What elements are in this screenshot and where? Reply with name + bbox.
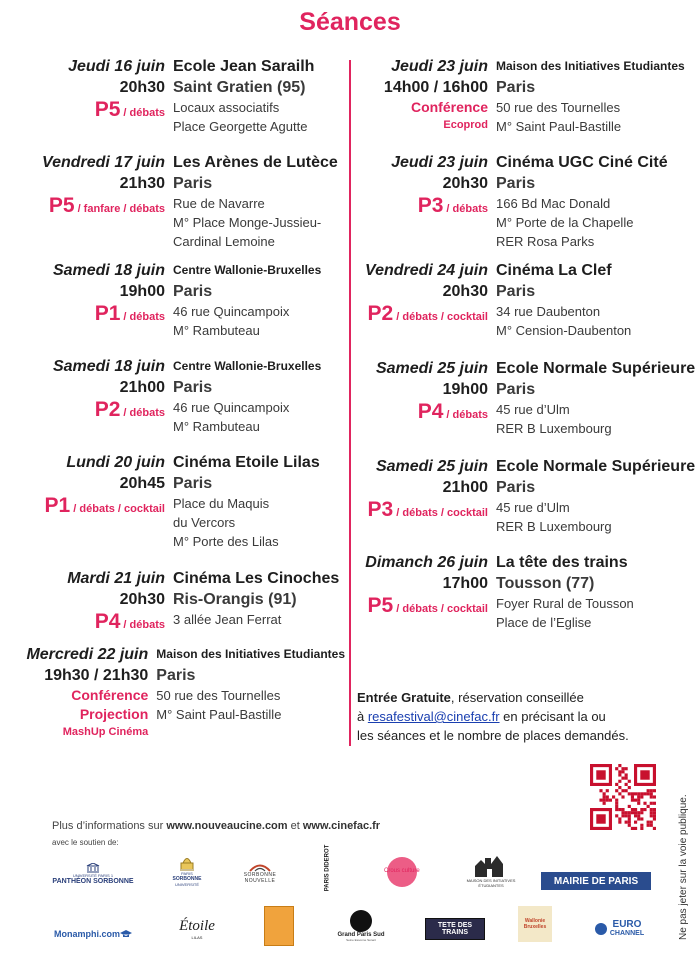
session-program — [354, 400, 488, 427]
session-day: Samedi 25 juin — [375, 458, 488, 475]
program-code: P5 — [367, 594, 394, 617]
sessions-right-column — [354, 56, 700, 632]
session-venue-block — [488, 358, 700, 456]
session-time: 19h00 — [442, 381, 488, 398]
session-venue-block — [165, 260, 345, 356]
more-info-prefix: Plus d’informations sur — [52, 820, 167, 832]
session-time: 20h30 — [119, 79, 165, 96]
graduation-cap-icon — [120, 930, 132, 938]
session-time: 21h00 — [119, 379, 165, 396]
venue-city: Paris — [173, 475, 213, 492]
program-extras: / débats — [443, 203, 488, 215]
venue-city: Paris — [173, 379, 213, 396]
session-program — [354, 498, 488, 525]
page-title: Séances — [299, 8, 401, 36]
paris-diderot-logo: PARIS DIDEROT — [324, 844, 330, 892]
venue-address-line: 45 rue d’Ulm — [496, 402, 570, 417]
session-entry — [0, 56, 345, 152]
maison-initiatives-etudiantes-logo: MAISON DES INITIATIVES ÉTUDIANTES — [452, 850, 530, 892]
session-venue-block — [165, 152, 345, 260]
cinoches-logo — [264, 906, 294, 946]
session-day: Mercredi 22 juin — [26, 646, 149, 663]
session-date-block — [354, 260, 488, 358]
free-entry-label: Entrée Gratuite — [357, 690, 451, 705]
dome-icon — [177, 853, 197, 871]
venue-address-line: 3 allée Jean Ferrat — [173, 612, 282, 627]
venue-name: Cinéma La Clef — [496, 262, 612, 279]
venue-address-line: M° Porte de la Chapelle — [496, 215, 634, 230]
pantheon-sorbonne-logo: UNIVERSITÉ PARIS 1 PANTHÉON SORBONNE — [50, 858, 136, 890]
session-program — [0, 302, 165, 329]
session-venue-block — [488, 552, 700, 632]
reservation-text: , réservation conseillée — [450, 690, 584, 705]
venue-address-line: 50 rue des Tournelles — [156, 688, 281, 703]
session-time: 14h00 / 16h00 — [383, 79, 488, 96]
session-time: 21h30 — [119, 175, 165, 192]
session-date-block — [0, 568, 165, 644]
session-time: 20h30 — [442, 175, 488, 192]
venue-address-line: 46 rue Quincampoix — [173, 400, 290, 415]
session-program — [0, 610, 165, 637]
sessions-left-column — [0, 56, 345, 744]
venue-name: Cinéma Les Cinoches — [173, 570, 340, 587]
venue-address-line: 46 rue Quincampoix — [173, 304, 290, 319]
session-program — [0, 194, 165, 221]
wallonie-bruxelles-logo: Wallonie Bruxelles — [518, 906, 552, 942]
session-date-block — [354, 552, 488, 632]
program-code: P1 — [44, 494, 71, 517]
session-date-block — [0, 452, 165, 568]
program-code: P2 — [367, 302, 394, 325]
session-date-block — [354, 56, 488, 152]
session-day: Vendredi 17 juin — [42, 154, 165, 171]
venue-address-line: M° Porte des Lilas — [173, 534, 279, 549]
session-day: Samedi 18 juin — [52, 262, 165, 279]
email-prefix: à — [357, 709, 368, 724]
session-entry — [0, 452, 345, 568]
program-extras: / fanfare / débats — [74, 203, 165, 215]
session-venue-block — [488, 56, 700, 152]
crous-culture-logo: Crous culture — [372, 857, 432, 887]
website-link-nouveaucine[interactable]: www.nouveaucine.com — [166, 820, 288, 832]
session-day: Jeudi 23 juin — [391, 58, 488, 75]
session-venue-block — [488, 456, 700, 552]
venue-address-line: Place du Maquis — [173, 496, 270, 511]
venue-name: Maison des Initiatives Etudiantes — [156, 647, 345, 661]
session-day: Samedi 18 juin — [52, 358, 165, 375]
venue-address-line: M° Saint Paul-Bastille — [496, 119, 622, 134]
website-link-cinefac[interactable]: www.cinefac.fr — [302, 820, 381, 832]
session-date-block — [354, 358, 488, 456]
program-extras: / débats — [120, 107, 165, 119]
email-suffix-text: en précisant la ou — [499, 709, 606, 724]
mairie-de-paris-logo: MAIRIE DE PARIS — [541, 872, 651, 890]
venue-address-line: du Vercors — [173, 515, 236, 530]
venue-address-line: Cardinal Lemoine — [173, 234, 275, 249]
venue-name: Cinéma Etoile Lilas — [173, 454, 320, 471]
venue-name: Centre Wallonie-Bruxelles — [173, 263, 322, 277]
program-code: P2 — [94, 398, 121, 421]
session-date-block — [354, 152, 488, 260]
session-day: Samedi 25 juin — [375, 360, 488, 377]
session-day: Vendredi 24 juin — [365, 262, 488, 279]
venue-city: Paris — [496, 479, 536, 496]
session-date-block — [0, 644, 148, 744]
program-code: P4 — [417, 400, 444, 423]
program-extras: / débats / cocktail — [70, 503, 165, 515]
session-event-type: Conférence — [410, 99, 488, 115]
session-venue-block — [165, 568, 345, 644]
sorbonne-nouvelle-logo: SORBONNE NOUVELLE — [236, 856, 284, 890]
session-venue-block — [165, 56, 345, 152]
session-program — [354, 302, 488, 329]
venue-city: Paris — [496, 381, 536, 398]
session-entry — [0, 260, 345, 356]
venue-address-line: 34 rue Daubenton — [496, 304, 601, 319]
program-extras: / débats / cocktail — [393, 507, 488, 519]
program-extras: / débats / cocktail — [393, 311, 488, 323]
session-venue-block — [488, 152, 700, 260]
more-info — [52, 820, 380, 832]
session-program — [0, 398, 165, 425]
venue-address-line: M° Rambuteau — [173, 419, 260, 434]
session-day: Dimanch 26 juin — [365, 554, 488, 571]
session-entry — [354, 456, 700, 552]
crest-icon — [249, 862, 271, 872]
program-extras: / débats / cocktail — [393, 603, 488, 615]
venue-address-line: Locaux associatifs — [173, 100, 280, 115]
venue-address-line: RER B Luxembourg — [496, 519, 612, 534]
venue-address-line: RER Rosa Parks — [496, 234, 595, 249]
program-code: P1 — [94, 302, 121, 325]
venue-address-line: 166 Bd Mac Donald — [496, 196, 611, 211]
venue-city: Paris — [156, 667, 196, 684]
session-event-type: Projection — [79, 706, 149, 722]
session-entry — [354, 56, 700, 152]
venue-name: La tête des trains — [496, 554, 628, 571]
program-extras: / débats — [120, 407, 165, 419]
session-program — [0, 494, 165, 521]
column-divider — [349, 60, 351, 746]
support-label: avec le soutien de: — [52, 838, 119, 847]
venue-city: Paris — [496, 79, 536, 96]
program-code: P5 — [94, 98, 121, 121]
session-day: Jeudi 23 juin — [391, 154, 488, 171]
session-entry — [0, 568, 345, 644]
venue-address-line: Place Georgette Agutte — [173, 119, 308, 134]
program-code: P5 — [48, 194, 75, 217]
session-entry — [354, 152, 700, 260]
venue-address-line: M° Rambuteau — [173, 323, 260, 338]
venue-city: Paris — [173, 175, 213, 192]
more-info-mid: et — [287, 820, 303, 832]
program-code: P3 — [417, 194, 444, 217]
session-entry — [354, 358, 700, 456]
venue-city: Paris — [496, 283, 536, 300]
session-date-block — [354, 456, 488, 552]
session-program — [354, 194, 488, 221]
session-day: Lundi 20 juin — [66, 454, 165, 471]
venue-name: Les Arènes de Lutèce — [173, 154, 338, 171]
venue-address-line: 45 rue d’Ulm — [496, 500, 570, 515]
venue-address-line: RER B Luxembourg — [496, 421, 612, 436]
venue-name: Ecole Jean Sarailh — [173, 58, 315, 75]
venue-city: Saint Gratien (95) — [173, 79, 306, 96]
session-program — [354, 594, 488, 621]
venue-name: Centre Wallonie-Bruxelles — [173, 359, 322, 373]
tete-des-trains-logo: TETE DES TRAINS — [425, 918, 485, 940]
reservation-email-link[interactable]: resafestival@cinefac.fr — [367, 709, 500, 724]
venue-city: Ris-Orangis (91) — [173, 591, 297, 608]
session-day: Jeudi 16 juin — [68, 58, 165, 75]
etoile-lilas-logo: Étoile LILAS — [179, 918, 215, 940]
vertical-note: Ne pas jeter sur la voie publique. — [678, 794, 689, 940]
gps-circle-icon — [350, 910, 372, 932]
program-extras: / débats — [120, 619, 165, 631]
session-event-partner: Ecoprod — [443, 119, 488, 131]
session-event-partner: MashUp Cinéma — [62, 726, 149, 738]
session-venue-block — [165, 452, 345, 568]
grand-paris-sud-logo: Grand Paris Sud Seine Essonne Sénart — [326, 906, 396, 946]
seats-text: les séances et le nombre de places demandés. — [357, 728, 629, 743]
venue-address-line: Place de l’Eglise — [496, 615, 592, 630]
program-extras: / débats — [120, 311, 165, 323]
session-event-type: Conférence — [71, 687, 149, 703]
venue-name: Cinéma UGC Ciné Cité — [496, 154, 668, 171]
program-code: P3 — [367, 498, 394, 521]
session-entry — [354, 552, 700, 632]
eurochannel-logo: EURO CHANNEL — [586, 918, 652, 940]
session-date-block — [0, 356, 165, 452]
building-silhouette-icon — [473, 854, 509, 878]
session-venue-block — [165, 356, 345, 452]
session-venue-block — [488, 260, 700, 358]
session-program — [0, 98, 165, 125]
venue-city: Tousson (77) — [496, 575, 595, 592]
venue-address-line: M° Place Monge-Jussieu- — [173, 215, 322, 230]
session-date-block — [0, 152, 165, 260]
session-entry — [354, 260, 700, 358]
session-time: 17h00 — [442, 575, 488, 592]
session-time: 19h00 — [119, 283, 165, 300]
globe-icon — [594, 922, 608, 936]
session-time: 20h45 — [119, 475, 165, 492]
venue-address-line: Rue de Navarre — [173, 196, 265, 211]
session-day: Mardi 21 juin — [67, 570, 165, 587]
session-date-block — [0, 56, 165, 152]
venue-address-line: M° Saint Paul-Bastille — [156, 707, 282, 722]
session-time: 20h30 — [442, 283, 488, 300]
venue-address-line: 50 rue des Tournelles — [496, 100, 621, 115]
session-entry — [0, 152, 345, 260]
session-entry — [0, 356, 345, 452]
paris-sorbonne-logo: PARIS SORBONNE UNIVERSITÉ — [165, 848, 209, 892]
venue-name: Maison des Initiatives Etudiantes — [496, 59, 685, 73]
building-icon — [86, 863, 100, 873]
session-time: 19h30 / 21h30 — [44, 667, 149, 684]
venue-address-line: Foyer Rural de Tousson — [496, 596, 634, 611]
program-code: P4 — [94, 610, 121, 633]
session-venue-block — [148, 644, 345, 744]
venue-name: Ecole Normale Supérieure — [496, 360, 696, 377]
venue-address-line: M° Cension-Daubenton — [496, 323, 632, 338]
entry-info — [357, 688, 687, 745]
program-extras: / débats — [443, 409, 488, 421]
venue-city: Paris — [173, 283, 213, 300]
session-time: 20h30 — [119, 591, 165, 608]
session-time: 21h00 — [442, 479, 488, 496]
venue-name: Ecole Normale Supérieure — [496, 458, 696, 475]
monamphi-logo: Monamphi.com — [50, 926, 136, 942]
qr-code — [590, 764, 656, 830]
venue-city: Paris — [496, 175, 536, 192]
session-date-block — [0, 260, 165, 356]
session-entry — [0, 644, 345, 744]
